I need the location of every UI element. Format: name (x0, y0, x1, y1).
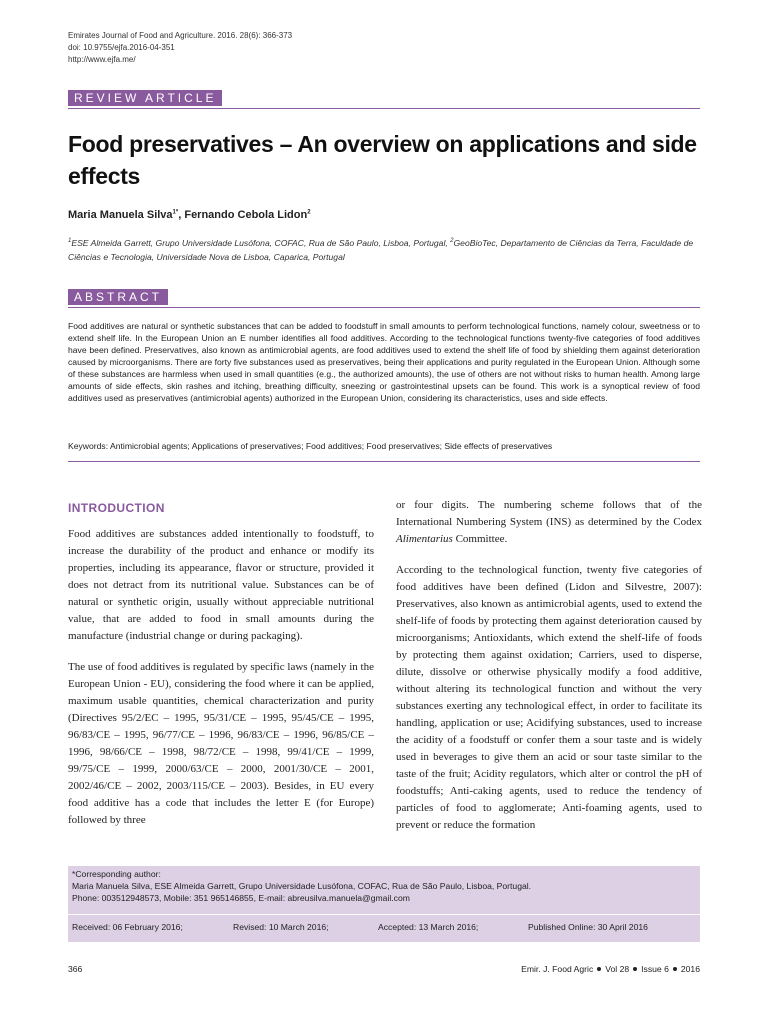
journal-doi: doi: 10.9755/ejfa.2016-04-351 (68, 43, 175, 52)
page-number: 366 (68, 964, 83, 974)
body-paragraph: According to the technological function, twenty five categories of food additives have been defined (Lidon and Silvestre, 2007): Preservatives, also known as antimicrobial agents, used to extend the shelf-life of foods by protecting them against deterioration caused by microorganisms; Antioxidants, which extend the shelf-life of foods by protecting them against oxidation; Carriers, used to disperse, dilute, dissolve or otherwise physically modify a food additive, without altering its technological function and without the very substances exerting any technological effect, in order to facilitate its handling, application or use; Acidifying substances, used to increase the acidity of a foodstuff or confer them a sour taste and is widely used in beverages to give them an acid or sour taste similar to the taste of the fruit; Acidity regulators, which alter or control the pH of foodstuffs; Anti-caking agents, used to reduce the tendency of particles of food to agglomerate; Anti-foaming agents, used to prevent or reduce the formation (396, 564, 702, 831)
review-article-banner (68, 90, 700, 109)
footer-volume: Vol 28 (605, 964, 630, 974)
right-column (396, 497, 702, 848)
corresponding-author-contact[interactable]: Phone: 003512948573, Mobile: 351 965146855, E-mail: abreusilva.manuela@gmail.com (72, 893, 410, 903)
footer-year: 2016 (680, 964, 700, 974)
footer-journal-info (485, 964, 700, 974)
author-superscript: 2 (307, 209, 311, 216)
introduction-heading: INTRODUCTION (68, 501, 165, 515)
keywords: Keywords: Antimicrobial agents; Applications of preservatives; Food additives; Food preservatives; Side effects of preservatives (68, 441, 553, 451)
body-paragraph (396, 497, 702, 548)
bullet-separator (633, 967, 637, 971)
article-title: Food preservatives – An overview on applications and side effects (68, 131, 697, 189)
affiliations (68, 234, 700, 264)
journal-citation: Emirates Journal of Food and Agriculture. 2016. 28(6): 366-373 (68, 31, 293, 40)
body-paragraph: The use of food additives is regulated by specific laws (namely in the European Union - EU), considering the food where it can be applied, maximum usable quantities, chemical characterization and purity (Directives 95/2/EC – 1995, 95/31/CE – 1995, 95/45/CE – 1995, 96/83/CE – 1995, 96/77/CE – 1996, 96/83/CE – 1996, 96/85/CE – 1996, 98/66/CE – 1998, 98/72/CE – 1998, 99/41/CE – 1999, 99/75/CE – 1999, 2000/63/CE – 2000, 2001/30/CE – 2001, 2002/46/CE – 2002, 2003/115/CE – 2003). Besides, in EU every food additive has a code that includes the letter E (for Europe) followed by three (68, 661, 374, 826)
date-received: Received: 06 February 2016; (72, 922, 183, 932)
box-divider (68, 914, 700, 915)
abstract-banner (68, 289, 700, 308)
date-accepted: Accepted: 13 March 2016; (378, 922, 479, 932)
affiliation-marker: 2 (450, 238, 454, 244)
section-label: REVIEW ARTICLE (68, 90, 222, 106)
corresponding-author-box (68, 866, 700, 942)
author-name[interactable]: Fernando Cebola Lidon (184, 209, 308, 221)
footer-journal-name: Emir. J. Food Agric (521, 964, 594, 974)
author-separator: , (178, 209, 185, 221)
affiliation-text: GeoBioTec, Departamento de Ciências da Terra, Faculdade de Ciências e Tecnologia, Universidade Nova de Lisboa, Caparica, Portugal (68, 237, 694, 262)
date-revised: Revised: 10 March 2016; (233, 922, 329, 932)
keywords-divider (68, 461, 700, 462)
journal-header (68, 30, 292, 66)
affiliation-marker: 1 (68, 238, 72, 244)
corresponding-author-address: Maria Manuela Silva, ESE Almeida Garrett, Grupo Universidade Lusófona, COFAC, Rua de São Paulo, Lisboa, Portugal. (72, 881, 532, 891)
affiliation-text: ESE Almeida Garrett, Grupo Universidade Lusófona, COFAC, Rua de São Paulo, Lisboa, Portugal, (71, 237, 451, 248)
body-text: or four digits. The numbering scheme follows that of the International Numbering System (INS) as determined by the Codex (396, 499, 702, 528)
footer-issue: Issue 6 (641, 964, 669, 974)
left-column (68, 526, 374, 843)
corresponding-author-label: *Corresponding author: (72, 869, 161, 879)
author-name[interactable]: Maria Manuela Silva (68, 209, 173, 221)
journal-url[interactable]: http://www.ejfa.me/ (68, 55, 136, 64)
body-text-italic: Alimentarius (396, 533, 453, 545)
author-superscript: 1* (172, 209, 179, 216)
bullet-separator (673, 967, 677, 971)
body-paragraph: Food additives are substances added intentionally to foodstuff, to increase the durability of the product and enhance or modify its properties, including its appearance, flavor or structure, provided it does not detract from its nutritional value. Substances can be of natural or synthetic origin, usually without appreciable nutritional value, that are added to food in small amounts during the manufacture (industrial change or during packaging). (68, 528, 374, 642)
abstract-text: Food additives are natural or synthetic substances that can be added to foodstuff in small amounts to perform technological functions, namely colour, sweetness or to extend shelf life. In the European Union an E number identifies all food additives. According to the technological functions twenty-five categories of food additives have been defined. Preservatives, also known as antimicrobial agents, are food additives used to extend the shelf life of food by shielding them against deterioration caused by microorganisms. There are forty five substances used as preservatives, being their applications and purity regulated in the European Union. Although some of these substances are harmless when used in small quantities (e.g., the authorized amounts), the use of others are not without risks to human health. Among large amounts of side effects, skin rashes and itching, breathing difficulty, sneezing or gastrointestinal upsets can be found. This work is a synoptical review of food additives used as preservatives (antimicrobial agents) authorized in the European Union, considering its characteristics, uses and side effects. (68, 321, 700, 403)
author-list (68, 209, 311, 221)
bullet-separator (597, 967, 601, 971)
date-published: Published Online: 30 April 2016 (528, 922, 648, 932)
body-text: Committee. (452, 533, 508, 545)
abstract-label: ABSTRACT (68, 289, 168, 305)
